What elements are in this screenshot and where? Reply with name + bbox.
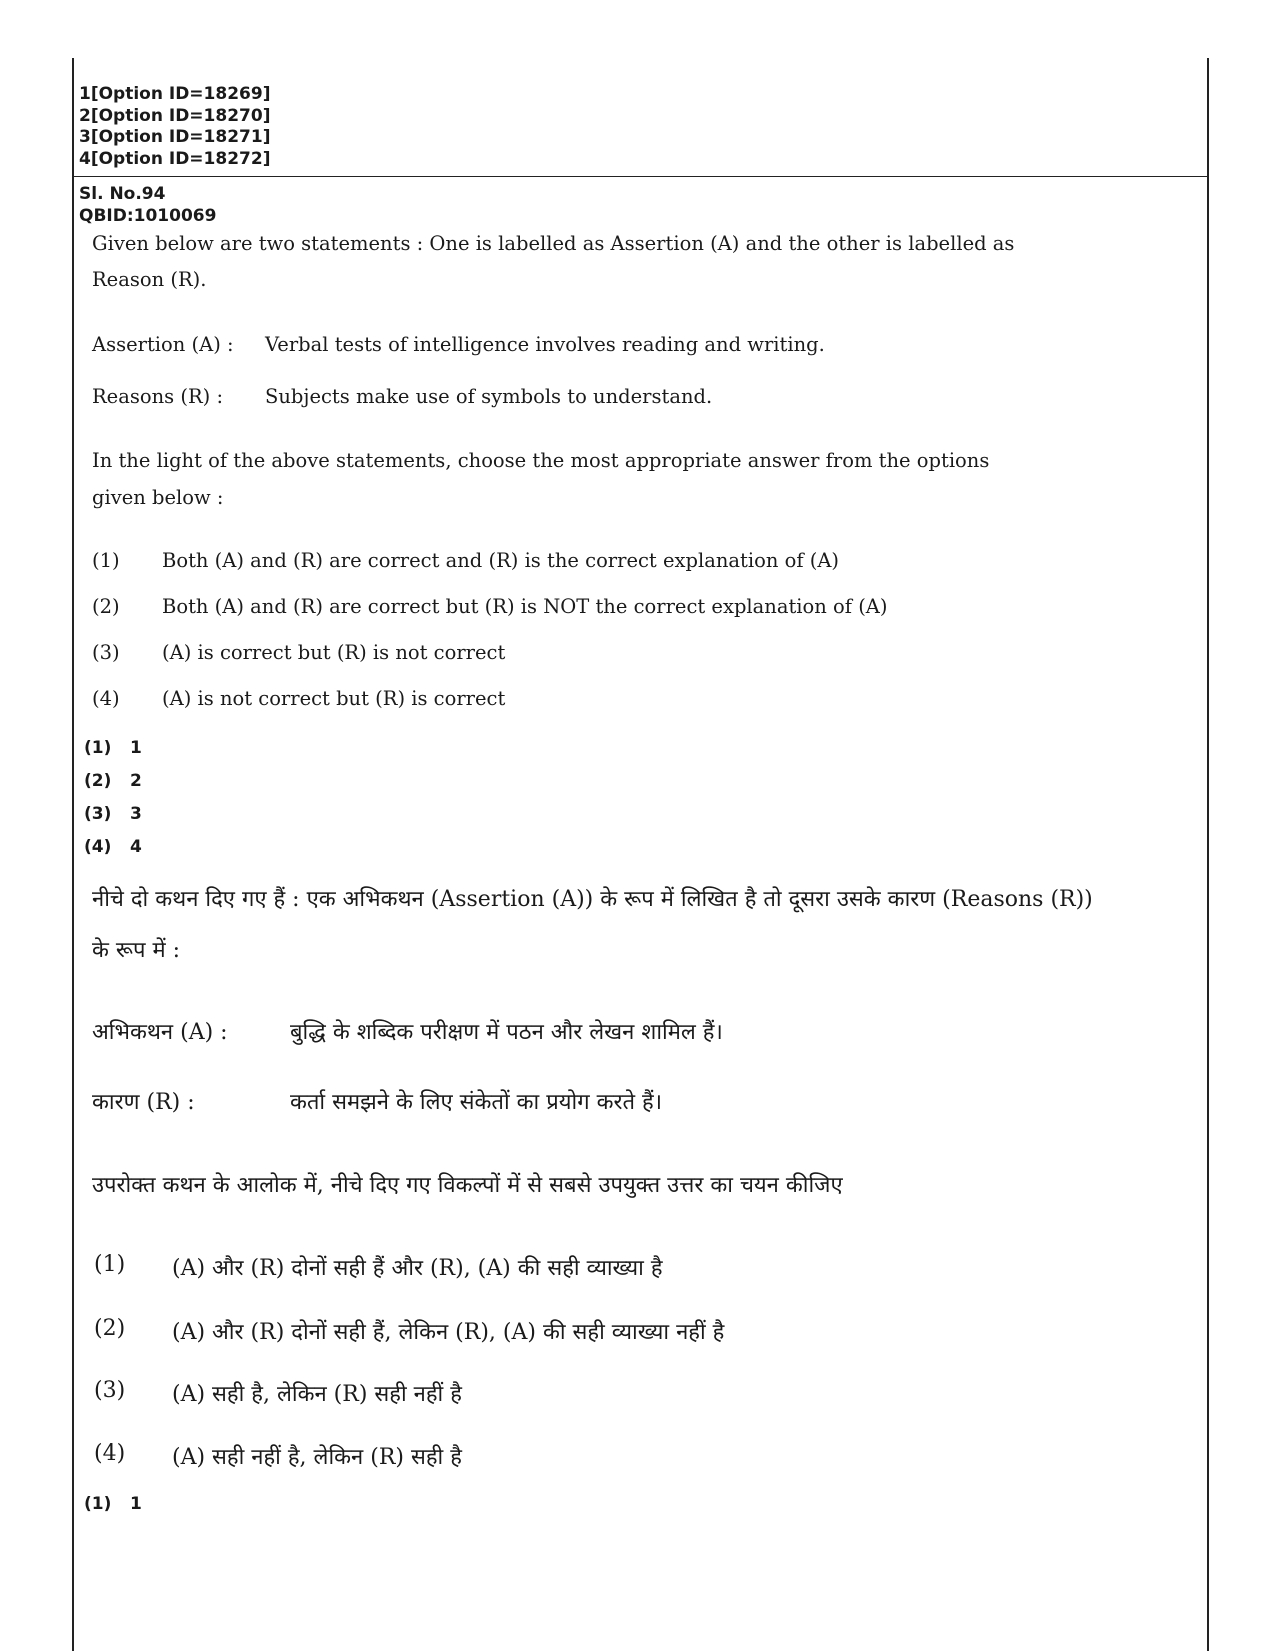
hindi-reason-label: कारण (R) : <box>92 1090 195 1115</box>
english-reason-text: Subjects make use of symbols to understand. <box>265 385 713 408</box>
hindi-instruction: उपरोक्त कथन के आलोक में, नीचे दिए गए विकल्पों में से सबसे उपयुक्त उत्तर का चयन कीजिए <box>92 1173 843 1198</box>
serial-number: Sl. No.94 <box>79 184 166 204</box>
hindi-option-3-number: (3) <box>94 1378 126 1403</box>
answer-option-bottom-1-number: (1) <box>84 1494 112 1514</box>
hindi-option-4-number: (4) <box>94 1441 126 1466</box>
hindi-option-3-text: (A) सही है, लेकिन (R) सही नहीं है <box>172 1382 462 1407</box>
answer-option-2[interactable] <box>84 771 142 791</box>
english-option-1-number: (1) <box>92 549 120 572</box>
page-frame <box>72 58 1209 1651</box>
hindi-assertion-text: बुद्धि के शब्दिक परीक्षण में पठन और लेखन शामिल हैं। <box>290 1020 723 1045</box>
answer-option-2-number: (2) <box>84 771 112 791</box>
english-reason-label: Reasons (R) : <box>92 385 224 408</box>
answer-option-2-value: 2 <box>130 771 142 791</box>
answer-option-1[interactable] <box>84 738 142 758</box>
answer-option-bottom-1[interactable] <box>84 1494 142 1514</box>
english-option-1-text: Both (A) and (R) are correct and (R) is the correct explanation of (A) <box>162 549 840 572</box>
hindi-assertion-label: अभिकथन (A) : <box>92 1020 228 1045</box>
english-intro-line-2: Reason (R). <box>92 268 207 291</box>
question-bank-id: QBID:1010069 <box>79 205 217 226</box>
answer-option-bottom-1-value: 1 <box>130 1494 142 1514</box>
option-id-3: 3[Option ID=18271] <box>79 127 271 147</box>
question-meta <box>79 184 216 227</box>
answer-option-4-number: (4) <box>84 837 112 857</box>
answer-option-1-number: (1) <box>84 738 112 758</box>
hindi-option-2-text: (A) और (R) दोनों सही हैं, लेकिन (R), (A) की सही व्याख्या नहीं है <box>172 1320 725 1345</box>
option-id-1: 1[Option ID=18269] <box>79 84 271 104</box>
option-id-list <box>79 84 270 170</box>
hindi-reason-text: कर्ता समझने के लिए संकेतों का प्रयोग करते हैं। <box>290 1090 663 1115</box>
hindi-intro-line-1: नीचे दो कथन दिए गए हैं : एक अभिकथन (Assertion (A)) के रूप में लिखित है तो दूसरा उसके कारण (Reasons (R)) <box>92 887 1093 912</box>
english-intro-line-1: Given below are two statements : One is labelled as Assertion (A) and the other is labelled as <box>92 232 1015 255</box>
english-instruction-line-2: given below : <box>92 486 224 509</box>
english-option-2-text: Both (A) and (R) are correct but (R) is NOT the correct explanation of (A) <box>162 595 888 618</box>
hindi-option-1-number: (1) <box>94 1252 126 1277</box>
option-id-4: 4[Option ID=18272] <box>79 148 271 169</box>
answer-option-3-value: 3 <box>130 804 142 824</box>
answer-option-1-value: 1 <box>130 738 142 758</box>
english-assertion-text: Verbal tests of intelligence involves reading and writing. <box>265 333 825 356</box>
hindi-option-4-text: (A) सही नहीं है, लेकिन (R) सही है <box>172 1445 462 1470</box>
english-instruction-line-1: In the light of the above statements, choose the most appropriate answer from the options <box>92 449 990 472</box>
english-assertion-label: Assertion (A) : <box>92 333 234 356</box>
hindi-option-1-text: (A) और (R) दोनों सही हैं और (R), (A) की सही व्याख्या है <box>172 1256 663 1281</box>
answer-option-3[interactable] <box>84 804 142 824</box>
answer-option-3-number: (3) <box>84 804 112 824</box>
english-option-3-number: (3) <box>92 641 120 664</box>
answer-option-4-value: 4 <box>130 837 142 857</box>
english-option-2-number: (2) <box>92 595 120 618</box>
hindi-intro-line-2: के रूप में : <box>92 938 181 963</box>
english-option-4-text: (A) is not correct but (R) is correct <box>162 687 506 710</box>
option-id-2: 2[Option ID=18270] <box>79 105 271 126</box>
answer-option-4[interactable] <box>84 837 142 857</box>
section-divider <box>72 176 1207 177</box>
english-option-4-number: (4) <box>92 687 120 710</box>
hindi-option-2-number: (2) <box>94 1316 126 1341</box>
english-option-3-text: (A) is correct but (R) is not correct <box>162 641 506 664</box>
